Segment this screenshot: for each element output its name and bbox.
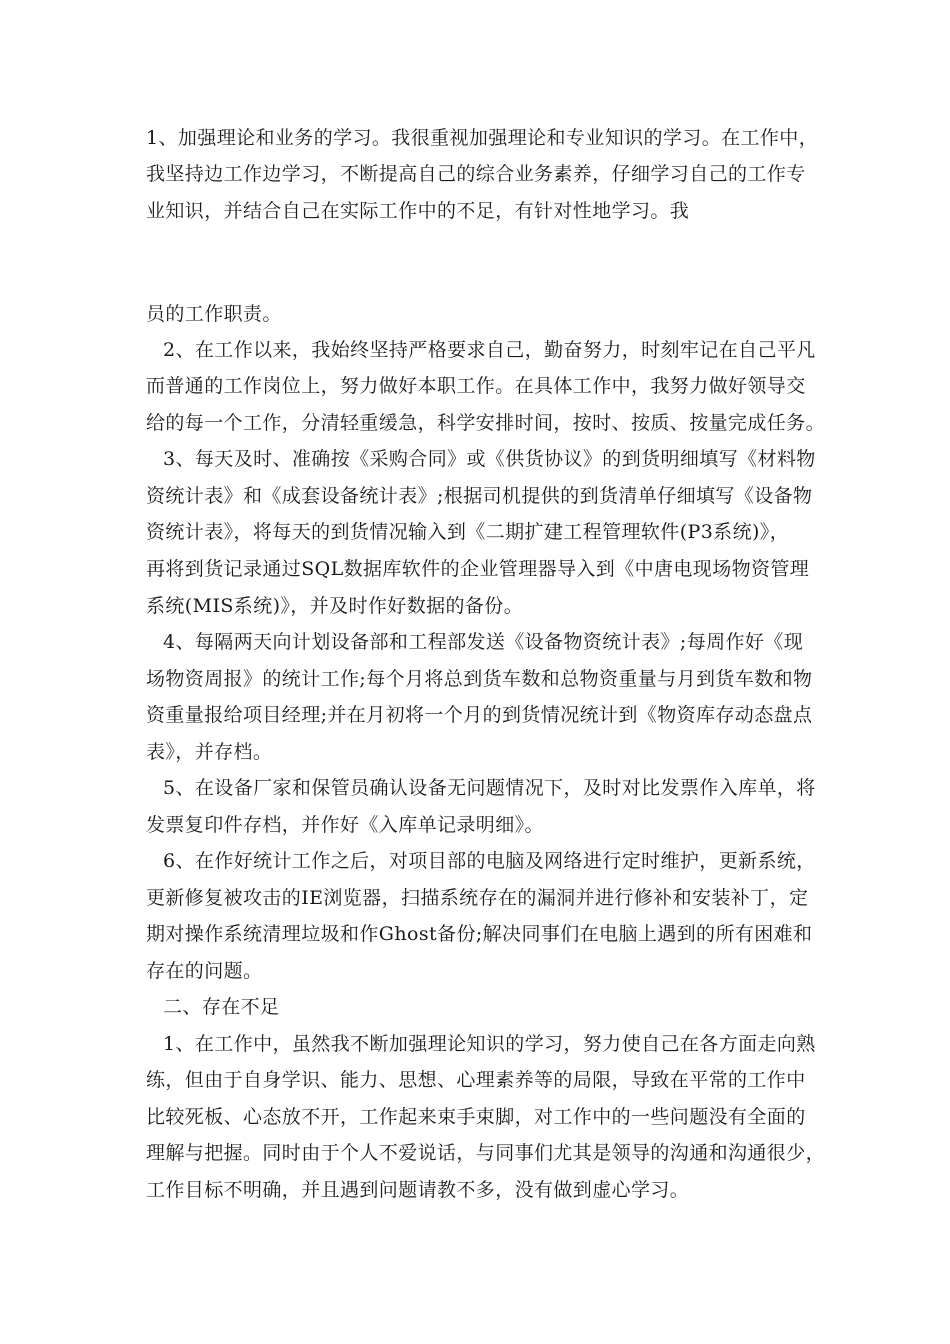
paragraph-start-line: 1、在工作中，虽然我不断加强理论知识的学习，努力使自己在各方面走向熟 (163, 1033, 816, 1055)
text-line: 比较死板、心态放不开，工作起来束手束脚，对工作中的一些问题没有全面的 (146, 1106, 806, 1128)
text-line: 发票复印件存档，并作好《入库单记录明细》。 (146, 814, 544, 836)
paragraph-start-line: 5、在设备厂家和保管员确认设备无问题情况下，及时对比发票作入库单，将 (163, 777, 816, 799)
text-line: 理解与把握。同时由于个人不爱说话，与同事们尤其是领导的沟通和沟通很少， (146, 1142, 826, 1164)
paragraph-start-line: 6、在作好统计工作之后，对项目部的电脑及网络进行定时维护，更新系统， (163, 850, 816, 872)
text-line: 我坚持边工作边学习，不断提高自己的综合业务素养，仔细学习自己的工作专 (146, 163, 806, 185)
text-line: 资统计表》，将每天的到货情况输入到《二期扩建工程管理软件(P3系统)》， (146, 521, 790, 543)
text-line: 1、加强理论和业务的学习。我很重视加强理论和专业知识的学习。在工作中， (146, 127, 819, 149)
paragraph-start-line: 3、每天及时、准确按《采购合同》或《供货协议》的到货明细填写《材料物 (163, 448, 816, 470)
text-line: 员的工作职责。 (146, 303, 282, 325)
text-line: 场物资周报》的统计工作;每个月将总到货车数和总物资重量与月到货车数和物 (146, 668, 813, 690)
text-line: 更新修复被攻击的IE浏览器，扫描系统存在的漏洞并进行修补和安装补丁，定 (146, 887, 809, 909)
text-line: 练，但由于自身学识、能力、思想、心理素养等的局限，导致在平常的工作中 (146, 1069, 806, 1091)
text-line: 系统(MIS系统)》，并及时作好数据的备份。 (146, 595, 524, 617)
text-line: 存在的问题。 (146, 960, 263, 982)
text-line: 工作目标不明确，并且遇到问题请教不多，没有做到虚心学习。 (146, 1179, 690, 1201)
text-line: 资统计表》和《成套设备统计表》;根据司机提供的到货清单仔细填写《设备物 (146, 485, 813, 507)
text-line: 资重量报给项目经理;并在月初将一个月的到货情况统计到《物资库存动态盘点 (146, 704, 813, 726)
text-line: 表》，并存档。 (146, 741, 273, 763)
text-line: 再将到货记录通过SQL数据库软件的企业管理器导入到《中唐电现场物资管理 (146, 558, 810, 580)
section-heading: 二、存在不足 (163, 996, 280, 1018)
text-line: 给的每一个工作，分清轻重缓急，科学安排时间，按时、按质、按量完成任务。 (146, 412, 826, 434)
paragraph-start-line: 2、在工作以来，我始终坚持严格要求自己，勤奋努力，时刻牢记在自己平凡 (163, 339, 816, 361)
paragraph-start-line: 4、每隔两天向计划设备部和工程部发送《设备物资统计表》;每周作好《现 (163, 631, 804, 653)
text-line: 业知识，并结合自己在实际工作中的不足，有针对性地学习。我 (146, 200, 690, 222)
text-line: 期对操作系统清理垃圾和作Ghost备份;解决同事们在电脑上遇到的所有困难和 (146, 923, 813, 945)
text-line: 而普通的工作岗位上，努力做好本职工作。在具体工作中，我努力做好领导交 (146, 375, 806, 397)
